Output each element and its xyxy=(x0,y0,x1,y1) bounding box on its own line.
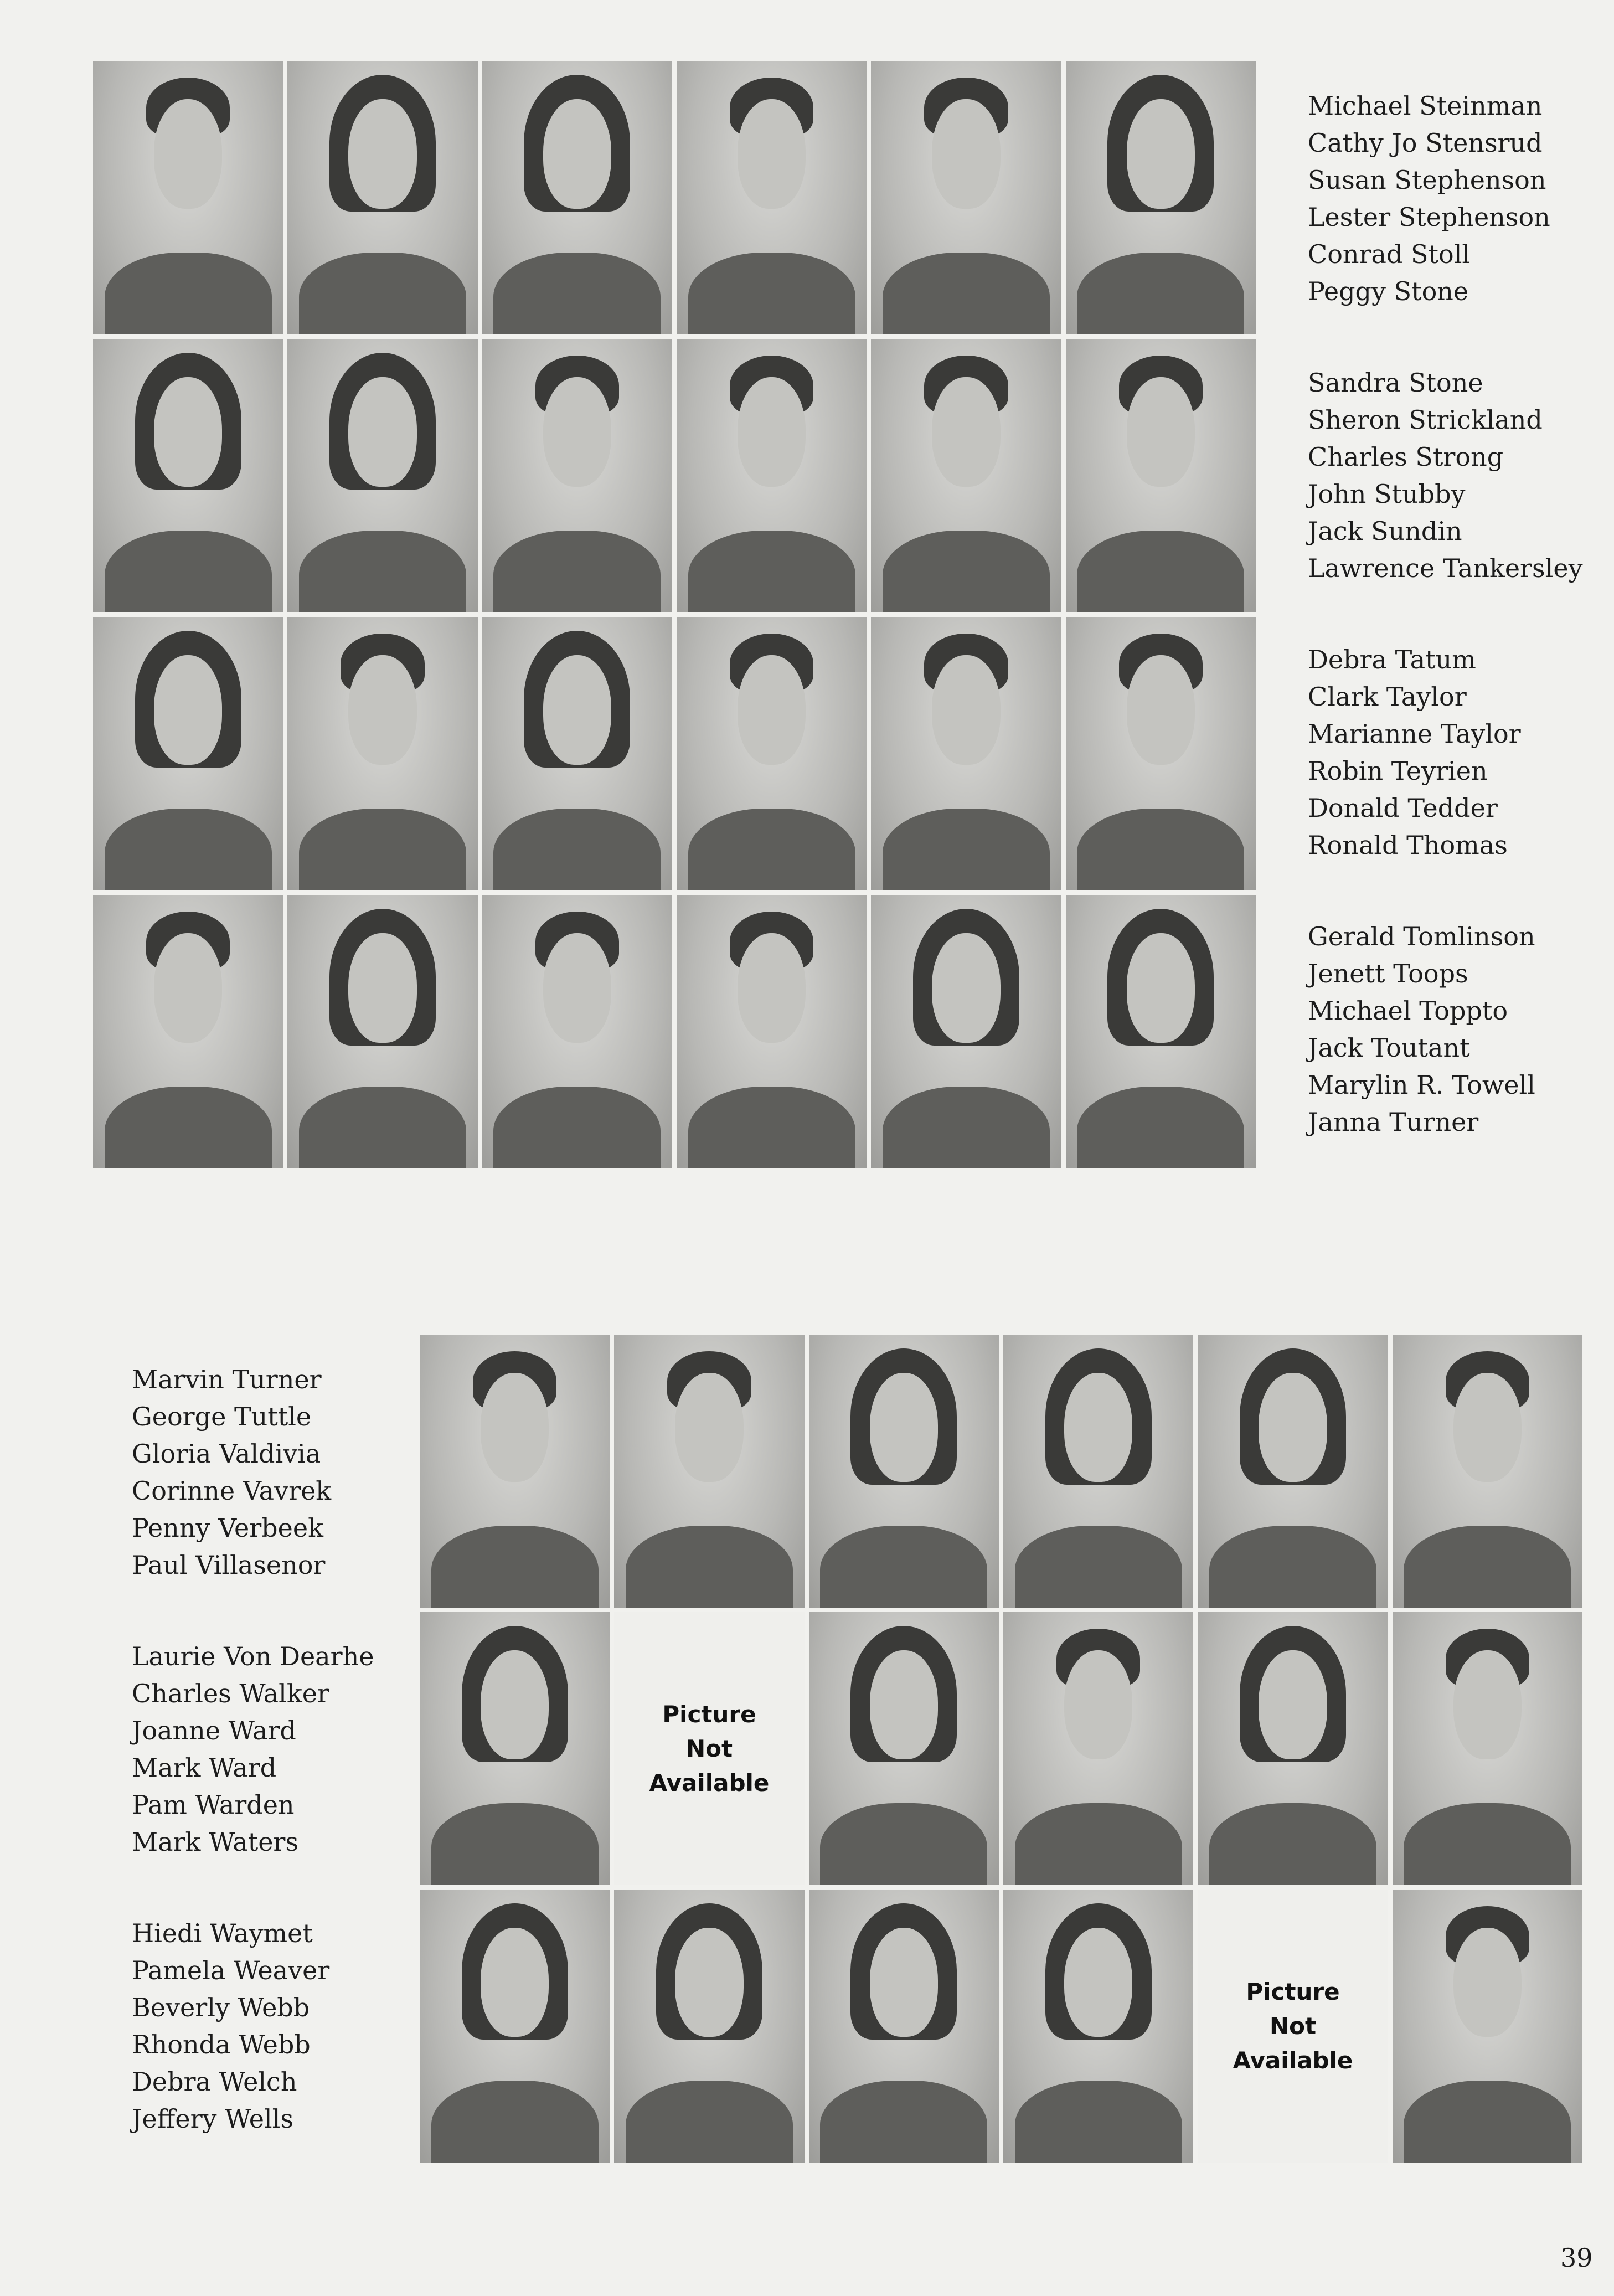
picture-not-available xyxy=(614,1612,804,1885)
name-list xyxy=(132,1638,374,1861)
student-name: Sheron Strickland xyxy=(1308,405,1543,435)
student-name: Lawrence Tankersley xyxy=(1308,553,1583,583)
student-portrait xyxy=(809,1890,999,2163)
student-portrait xyxy=(1003,1335,1193,1608)
student-portrait xyxy=(809,1335,999,1608)
name-list xyxy=(1308,641,1521,864)
student-name: Beverly Webb xyxy=(132,1993,310,2022)
student-name: Donald Tedder xyxy=(1308,793,1498,823)
student-name: Penny Verbeek xyxy=(132,1513,323,1543)
student-portrait xyxy=(871,61,1061,334)
student-portrait xyxy=(287,895,477,1168)
student-portrait xyxy=(482,617,672,890)
student-portrait xyxy=(482,61,672,334)
student-portrait xyxy=(1066,617,1256,890)
student-name: Peggy Stone xyxy=(1308,276,1469,306)
student-portrait xyxy=(93,61,283,334)
picture-not-available-text: Picture Not Available xyxy=(1233,1978,1353,2074)
student-portrait xyxy=(871,617,1061,890)
top-photo-grid xyxy=(93,61,1256,1168)
student-name: Michael Toppto xyxy=(1308,996,1508,1026)
student-name: John Stubby xyxy=(1308,479,1466,509)
student-portrait xyxy=(1003,1612,1193,1885)
student-portrait xyxy=(1003,1890,1193,2163)
student-portrait xyxy=(420,1612,610,1885)
student-name: Gloria Valdivia xyxy=(132,1439,321,1469)
student-portrait xyxy=(1198,1335,1388,1608)
page-number: 39 xyxy=(1560,2243,1593,2273)
student-name: Jack Sundin xyxy=(1308,516,1462,546)
student-name: Rhonda Webb xyxy=(132,2030,311,2060)
student-name: Lester Stephenson xyxy=(1308,202,1550,232)
student-name: Conrad Stoll xyxy=(1308,239,1471,269)
student-portrait xyxy=(1393,1612,1582,1885)
student-name: Charles Walker xyxy=(132,1679,329,1708)
student-portrait xyxy=(93,617,283,890)
student-name: Robin Teyrien xyxy=(1308,756,1488,786)
student-name: Pam Warden xyxy=(132,1790,295,1820)
student-portrait xyxy=(1393,1890,1582,2163)
student-portrait xyxy=(482,339,672,612)
student-name: Susan Stephenson xyxy=(1308,165,1546,195)
student-name: Marianne Taylor xyxy=(1308,719,1521,749)
student-name: Joanne Ward xyxy=(132,1716,296,1746)
student-name: Gerald Tomlinson xyxy=(1308,922,1535,951)
student-portrait xyxy=(420,1890,610,2163)
student-portrait xyxy=(614,1335,804,1608)
student-portrait xyxy=(871,339,1061,612)
student-name: Jenett Toops xyxy=(1308,959,1468,989)
student-portrait xyxy=(420,1335,610,1608)
student-portrait xyxy=(287,61,477,334)
student-name: Mark Waters xyxy=(132,1827,299,1857)
student-name: Jeffery Wells xyxy=(132,2104,293,2134)
name-list xyxy=(1308,364,1583,587)
student-portrait xyxy=(677,895,867,1168)
bottom-photo-grid xyxy=(420,1335,1582,2163)
student-name: Pamela Weaver xyxy=(132,1955,330,1985)
student-name: Laurie Von Dearhe xyxy=(132,1641,374,1671)
student-name: Michael Steinman xyxy=(1308,91,1543,121)
student-portrait xyxy=(614,1890,804,2163)
student-portrait xyxy=(482,895,672,1168)
student-portrait xyxy=(93,895,283,1168)
student-portrait xyxy=(677,617,867,890)
student-name: Cathy Jo Stensrud xyxy=(1308,128,1543,158)
student-name: Charles Strong xyxy=(1308,442,1504,472)
name-list xyxy=(132,1915,329,2138)
student-portrait xyxy=(287,617,477,890)
student-portrait xyxy=(1066,895,1256,1168)
student-name: Corinne Vavrek xyxy=(132,1476,332,1506)
student-portrait xyxy=(1198,1612,1388,1885)
student-name: Sandra Stone xyxy=(1308,368,1483,398)
student-name: Mark Ward xyxy=(132,1753,277,1783)
student-portrait xyxy=(287,339,477,612)
student-name: Debra Welch xyxy=(132,2067,297,2097)
student-name: Marvin Turner xyxy=(132,1365,322,1394)
student-name: Janna Turner xyxy=(1308,1107,1479,1137)
picture-not-available xyxy=(1198,1890,1388,2163)
student-name: Debra Tatum xyxy=(1308,645,1476,675)
student-portrait xyxy=(1066,339,1256,612)
name-list xyxy=(132,1361,331,1584)
student-portrait xyxy=(809,1612,999,1885)
student-name: Ronald Thomas xyxy=(1308,830,1508,860)
student-portrait xyxy=(677,61,867,334)
student-portrait xyxy=(677,339,867,612)
student-name: Marylin R. Towell xyxy=(1308,1070,1535,1100)
student-portrait xyxy=(1393,1335,1582,1608)
student-name: Hiedi Waymet xyxy=(132,1918,313,1948)
student-name: Jack Toutant xyxy=(1308,1033,1470,1063)
student-name: Clark Taylor xyxy=(1308,682,1467,712)
picture-not-available-text: Picture Not Available xyxy=(649,1700,770,1796)
student-portrait xyxy=(1066,61,1256,334)
student-portrait xyxy=(93,339,283,612)
name-list xyxy=(1308,918,1535,1141)
student-name: George Tuttle xyxy=(132,1402,312,1432)
name-list xyxy=(1308,87,1550,310)
student-portrait xyxy=(871,895,1061,1168)
student-name: Paul Villasenor xyxy=(132,1550,326,1580)
